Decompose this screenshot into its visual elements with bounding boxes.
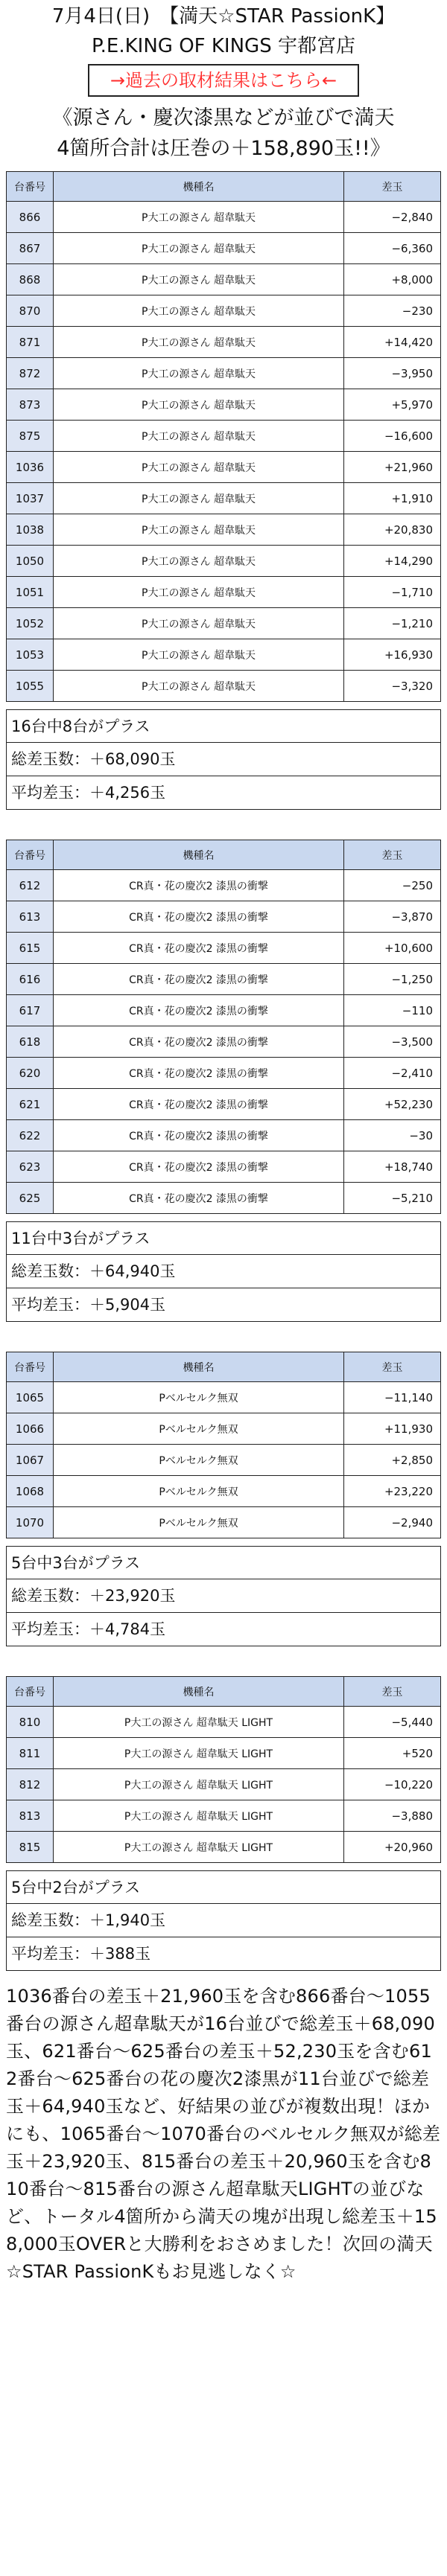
machine-no-cell: 615	[7, 933, 54, 964]
table-row	[7, 1120, 441, 1151]
table-row	[7, 295, 441, 327]
machine-no-cell: 616	[7, 964, 54, 995]
machine-no-cell: 875	[7, 421, 54, 452]
average-diff: 平均差玉：＋5,904玉	[6, 1288, 441, 1322]
diff-cell: +23,220	[344, 1476, 441, 1507]
model-cell: P大工の源さん 超韋駄天	[54, 608, 344, 639]
machine-no-cell: 622	[7, 1120, 54, 1151]
machine-no-cell: 870	[7, 295, 54, 327]
machine-no-cell: 1067	[7, 1445, 54, 1476]
diff-cell: +20,960	[344, 1832, 441, 1863]
machine-no-cell: 1065	[7, 1382, 54, 1413]
average-diff: 平均差玉：＋388玉	[6, 1937, 441, 1971]
model-cell: P大工の源さん 超韋駄天	[54, 483, 344, 514]
table-row	[7, 1382, 441, 1413]
diff-cell: +14,290	[344, 546, 441, 577]
diff-cell: −2,410	[344, 1058, 441, 1089]
diff-cell: +20,830	[344, 514, 441, 546]
table-row	[7, 995, 441, 1026]
total-diff: 総差玉数：＋64,940玉	[6, 1255, 441, 1288]
plus-count: 11台中3台がプラス	[6, 1221, 441, 1255]
total-diff: 総差玉数：＋1,940玉	[6, 1904, 441, 1937]
machine-no-cell: 813	[7, 1800, 54, 1832]
model-cell: CR真・花の慶次2 漆黒の衝撃	[54, 1120, 344, 1151]
result-table	[6, 171, 441, 702]
table-row	[7, 1738, 441, 1769]
table-row	[7, 514, 441, 546]
header-diff: 差玉	[344, 1352, 441, 1382]
diff-cell: +11,930	[344, 1413, 441, 1445]
store-name: P.E.KING OF KINGS 宇都宮店	[92, 35, 355, 57]
diff-cell: +10,600	[344, 933, 441, 964]
headline-line-1: 《源さん・慶次漆黒などが並びで満天	[52, 106, 395, 130]
table-row	[7, 608, 441, 639]
header-machine-no: 台番号	[7, 1677, 54, 1707]
header-machine-no: 台番号	[7, 172, 54, 202]
table-row	[7, 1800, 441, 1832]
model-cell: P大工の源さん 超韋駄天 LIGHT	[54, 1707, 344, 1738]
model-cell: P大工の源さん 超韋駄天	[54, 546, 344, 577]
machine-no-cell: 612	[7, 870, 54, 901]
model-cell: Pベルセルク無双	[54, 1382, 344, 1413]
table-row	[7, 546, 441, 577]
machine-no-cell: 872	[7, 358, 54, 389]
diff-cell: −5,210	[344, 1183, 441, 1214]
diff-cell: −3,870	[344, 901, 441, 933]
table-row	[7, 577, 441, 608]
table-row	[7, 1476, 441, 1507]
model-cell: CR真・花の慶次2 漆黒の衝撃	[54, 1026, 344, 1058]
header-model: 機種名	[54, 1352, 344, 1382]
model-cell: CR真・花の慶次2 漆黒の衝撃	[54, 1151, 344, 1183]
machine-no-cell: 1052	[7, 608, 54, 639]
table-row	[7, 964, 441, 995]
diff-cell: −16,600	[344, 421, 441, 452]
model-cell: CR真・花の慶次2 漆黒の衝撃	[54, 933, 344, 964]
table-row	[7, 639, 441, 671]
model-cell: P大工の源さん 超韋駄天	[54, 264, 344, 295]
table-row	[7, 358, 441, 389]
diff-cell: +520	[344, 1738, 441, 1769]
header-diff: 差玉	[344, 840, 441, 870]
headline-line-2: 4箇所合計は圧巻の＋158,890玉!!》	[57, 137, 390, 160]
header-model: 機種名	[54, 840, 344, 870]
closing-paragraph: 1036番台の差玉＋21,960玉を含む866番台〜1055番台の源さん超韋駄天が16台並びで総差玉＋68,090玉、621番台〜625番台の差玉＋52,230玉を含む612番台〜625番台の花の慶次2漆黒が11台並びで総差玉＋64,940玉など、好結果の並びが複数出現！ほかにも、1065番台〜1070番台のベルセルク無双が総差玉＋23,920玉、815番台の差玉＋20,960玉を含む810番台〜815番台の源さん超韋駄天LIGHTの並びなど、トータル4箇所から満天の塊が出現し総差玉＋158,000玉OVERと大勝利をおさめました！次回の満天☆STAR PassionKもお見逃しなく☆	[6, 1986, 441, 2282]
machine-no-cell: 623	[7, 1151, 54, 1183]
machine-no-cell: 1038	[7, 514, 54, 546]
machine-no-cell: 810	[7, 1707, 54, 1738]
table-row	[7, 202, 441, 233]
table-row	[7, 264, 441, 295]
model-cell: Pベルセルク無双	[54, 1476, 344, 1507]
model-cell: CR真・花の慶次2 漆黒の衝撃	[54, 995, 344, 1026]
diff-cell: −110	[344, 995, 441, 1026]
diff-cell: −2,940	[344, 1507, 441, 1538]
diff-cell: −10,220	[344, 1769, 441, 1800]
model-cell: P大工の源さん 超韋駄天 LIGHT	[54, 1832, 344, 1863]
headline	[6, 103, 441, 164]
machine-no-cell: 1068	[7, 1476, 54, 1507]
model-cell: P大工の源さん 超韋駄天	[54, 295, 344, 327]
model-cell: P大工の源さん 超韋駄天	[54, 671, 344, 702]
table-row	[7, 1413, 441, 1445]
result-table	[6, 1352, 441, 1538]
machine-no-cell: 613	[7, 901, 54, 933]
model-cell: P大工の源さん 超韋駄天 LIGHT	[54, 1738, 344, 1769]
average-diff: 平均差玉：＋4,256玉	[6, 776, 441, 810]
diff-cell: −1,210	[344, 608, 441, 639]
machine-no-cell: 1055	[7, 671, 54, 702]
table-row	[7, 389, 441, 421]
diff-cell: +14,420	[344, 327, 441, 358]
plus-count: 16台中8台がプラス	[6, 709, 441, 743]
diff-cell: −30	[344, 1120, 441, 1151]
machine-no-cell: 1036	[7, 452, 54, 483]
diff-cell: +16,930	[344, 639, 441, 671]
machine-no-cell: 617	[7, 995, 54, 1026]
model-cell: Pベルセルク無双	[54, 1445, 344, 1476]
header-diff: 差玉	[344, 172, 441, 202]
diff-cell: −250	[344, 870, 441, 901]
table-row	[7, 1507, 441, 1538]
average-diff: 平均差玉：＋4,784玉	[6, 1613, 441, 1646]
result-sections	[6, 171, 441, 1971]
model-cell: CR真・花の慶次2 漆黒の衝撃	[54, 1058, 344, 1089]
diff-cell: +21,960	[344, 452, 441, 483]
table-row	[7, 327, 441, 358]
machine-no-cell: 1066	[7, 1413, 54, 1445]
model-cell: P大工の源さん 超韋駄天	[54, 514, 344, 546]
model-cell: P大工の源さん 超韋駄天 LIGHT	[54, 1800, 344, 1832]
table-row	[7, 1832, 441, 1863]
model-cell: CR真・花の慶次2 漆黒の衝撃	[54, 964, 344, 995]
table-row	[7, 1183, 441, 1214]
machine-no-cell: 620	[7, 1058, 54, 1089]
model-cell: Pベルセルク無双	[54, 1507, 344, 1538]
table-row	[7, 1445, 441, 1476]
diff-cell: −3,500	[344, 1026, 441, 1058]
diff-cell: −230	[344, 295, 441, 327]
header-machine-no: 台番号	[7, 1352, 54, 1382]
machine-no-cell: 1050	[7, 546, 54, 577]
model-cell: CR真・花の慶次2 漆黒の衝撃	[54, 901, 344, 933]
table-row	[7, 1089, 441, 1120]
model-cell: P大工の源さん 超韋駄天	[54, 233, 344, 264]
plus-count: 5台中2台がプラス	[6, 1870, 441, 1904]
model-cell: P大工の源さん 超韋駄天	[54, 452, 344, 483]
header-diff: 差玉	[344, 1677, 441, 1707]
machine-no-cell: 871	[7, 327, 54, 358]
past-results-link-box	[6, 64, 441, 97]
machine-no-cell: 1053	[7, 639, 54, 671]
model-cell: P大工の源さん 超韋駄天	[54, 202, 344, 233]
table-row	[7, 1769, 441, 1800]
model-cell: CR真・花の慶次2 漆黒の衝撃	[54, 870, 344, 901]
table-header-row	[7, 840, 441, 870]
table-row	[7, 452, 441, 483]
model-cell: P大工の源さん 超韋駄天 LIGHT	[54, 1769, 344, 1800]
table-row	[7, 933, 441, 964]
diff-cell: +1,910	[344, 483, 441, 514]
diff-cell: +52,230	[344, 1089, 441, 1120]
table-header-row	[7, 1352, 441, 1382]
table-header-row	[7, 172, 441, 202]
machine-no-cell: 812	[7, 1769, 54, 1800]
table-row	[7, 901, 441, 933]
diff-cell: −11,140	[344, 1382, 441, 1413]
model-cell: P大工の源さん 超韋駄天	[54, 389, 344, 421]
machine-no-cell: 868	[7, 264, 54, 295]
date-title: 7月4日(日) 【満天☆STAR PassionK】	[51, 5, 396, 28]
diff-cell: −1,710	[344, 577, 441, 608]
header-model: 機種名	[54, 1677, 344, 1707]
total-diff: 総差玉数：＋23,920玉	[6, 1579, 441, 1613]
table-header-row	[7, 1677, 441, 1707]
diff-cell: +2,850	[344, 1445, 441, 1476]
machine-no-cell: 866	[7, 202, 54, 233]
result-table	[6, 1676, 441, 1863]
model-cell: P大工の源さん 超韋駄天	[54, 577, 344, 608]
result-table	[6, 840, 441, 1214]
model-cell: P大工の源さん 超韋駄天	[54, 358, 344, 389]
diff-cell: +5,970	[344, 389, 441, 421]
table-row	[7, 483, 441, 514]
table-row	[7, 421, 441, 452]
header-machine-no: 台番号	[7, 840, 54, 870]
machine-no-cell: 1037	[7, 483, 54, 514]
model-cell: P大工の源さん 超韋駄天	[54, 639, 344, 671]
table-row	[7, 233, 441, 264]
table-row	[7, 1151, 441, 1183]
machine-no-cell: 621	[7, 1089, 54, 1120]
total-diff: 総差玉数：＋68,090玉	[6, 743, 441, 776]
diff-cell: −6,360	[344, 233, 441, 264]
machine-no-cell: 873	[7, 389, 54, 421]
machine-no-cell: 815	[7, 1832, 54, 1863]
diff-cell: +8,000	[344, 264, 441, 295]
table-row	[7, 1026, 441, 1058]
diff-cell: −5,440	[344, 1707, 441, 1738]
model-cell: P大工の源さん 超韋駄天	[54, 421, 344, 452]
past-results-link[interactable]: →過去の取材結果はこちら←	[88, 64, 359, 97]
diff-cell: −1,250	[344, 964, 441, 995]
machine-no-cell: 625	[7, 1183, 54, 1214]
model-cell: CR真・花の慶次2 漆黒の衝撃	[54, 1089, 344, 1120]
plus-count: 5台中3台がプラス	[6, 1546, 441, 1579]
diff-cell: −2,840	[344, 202, 441, 233]
model-cell: Pベルセルク無双	[54, 1413, 344, 1445]
table-row	[7, 870, 441, 901]
machine-no-cell: 811	[7, 1738, 54, 1769]
table-row	[7, 1058, 441, 1089]
machine-no-cell: 1070	[7, 1507, 54, 1538]
diff-cell: −3,950	[344, 358, 441, 389]
machine-no-cell: 867	[7, 233, 54, 264]
model-cell: CR真・花の慶次2 漆黒の衝撃	[54, 1183, 344, 1214]
machine-no-cell: 1051	[7, 577, 54, 608]
diff-cell: −3,880	[344, 1800, 441, 1832]
header-model: 機種名	[54, 172, 344, 202]
diff-cell: +18,740	[344, 1151, 441, 1183]
model-cell: P大工の源さん 超韋駄天	[54, 327, 344, 358]
machine-no-cell: 618	[7, 1026, 54, 1058]
table-row	[7, 1707, 441, 1738]
table-row	[7, 671, 441, 702]
diff-cell: −3,320	[344, 671, 441, 702]
